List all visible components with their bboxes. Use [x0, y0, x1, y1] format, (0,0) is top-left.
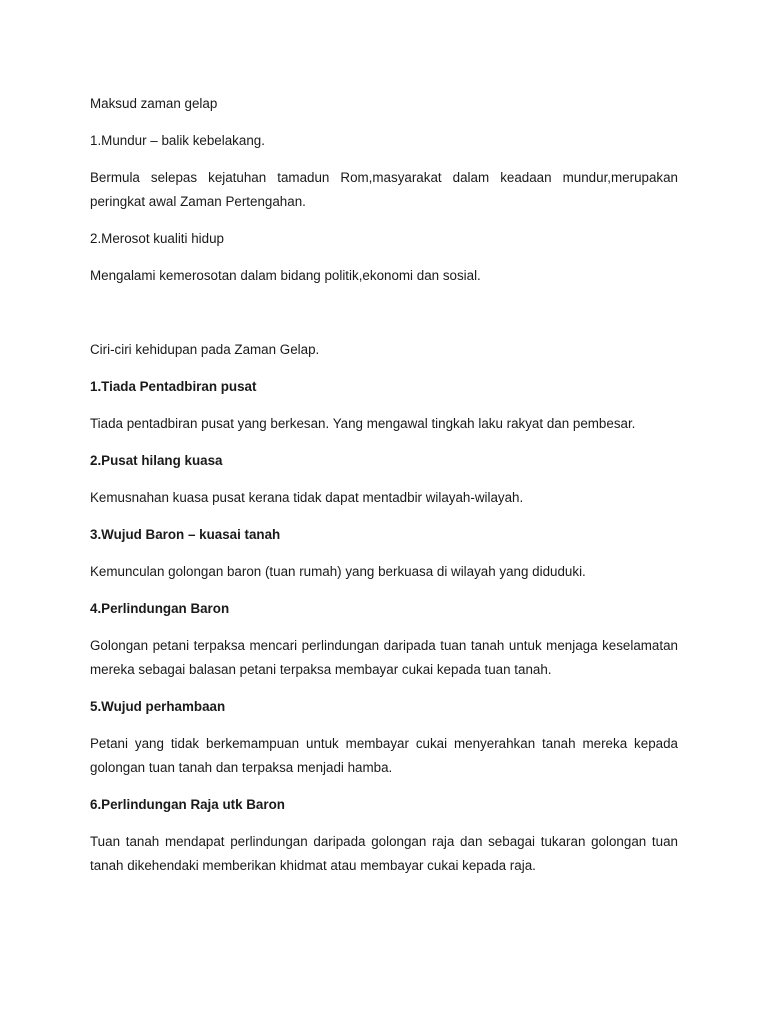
point-2-paragraph: Mengalami kemerosotan dalam bidang politik,ekonomi dan sosial. [90, 268, 481, 283]
item-6-heading: 6.Perlindungan Raja utk Baron [90, 797, 285, 812]
item-5-heading: 5.Wujud perhambaan [90, 699, 226, 714]
item-2-paragraph: Kemusnahan kuasa pusat kerana tidak dapat mentadbir wilayah-wilayah. [90, 490, 524, 505]
item-2-heading: 2.Pusat hilang kuasa [90, 453, 223, 468]
point-1-heading: 1.Mundur – balik kebelakang. [90, 133, 265, 148]
point-2-heading: 2.Merosot kualiti hidup [90, 231, 224, 246]
section-2-title: Ciri-ciri kehidupan pada Zaman Gelap. [90, 342, 320, 357]
item-4-heading: 4.Perlindungan Baron [90, 601, 230, 616]
item-3-paragraph: Kemunculan golongan baron (tuan rumah) yang berkuasa di wilayah yang diduduki. [90, 564, 586, 579]
point-1-paragraph: Bermula selepas kejatuhan tamadun Rom,masyarakat dalam keadaan mundur,merupakan peringkat awal Zaman Pertengahan. [90, 170, 678, 209]
item-3-heading: 3.Wujud Baron – kuasai tanah [90, 527, 281, 542]
item-6-paragraph: Tuan tanah mendapat perlindungan daripada golongan raja dan sebagai tukaran golongan tuan tanah dikehendaki memberikan khidmat atau membayar cukai kepada raja. [90, 834, 678, 873]
document-title: Maksud zaman gelap [90, 96, 218, 111]
item-1-paragraph: Tiada pentadbiran pusat yang berkesan. Yang mengawal tingkah laku rakyat dan pembesar. [90, 416, 636, 431]
item-4-paragraph: Golongan petani terpaksa mencari perlindungan daripada tuan tanah untuk menjaga keselamatan mereka sebagai balasan petani terpaksa membayar cukai kepada tuan tanah. [90, 638, 678, 677]
item-1-heading: 1.Tiada Pentadbiran pusat [90, 379, 257, 394]
document-content [90, 92, 678, 891]
item-5-paragraph: Petani yang tidak berkemampuan untuk membayar cukai menyerahkan tanah mereka kepada golongan tuan tanah dan terpaksa menjadi hamba. [90, 736, 678, 775]
